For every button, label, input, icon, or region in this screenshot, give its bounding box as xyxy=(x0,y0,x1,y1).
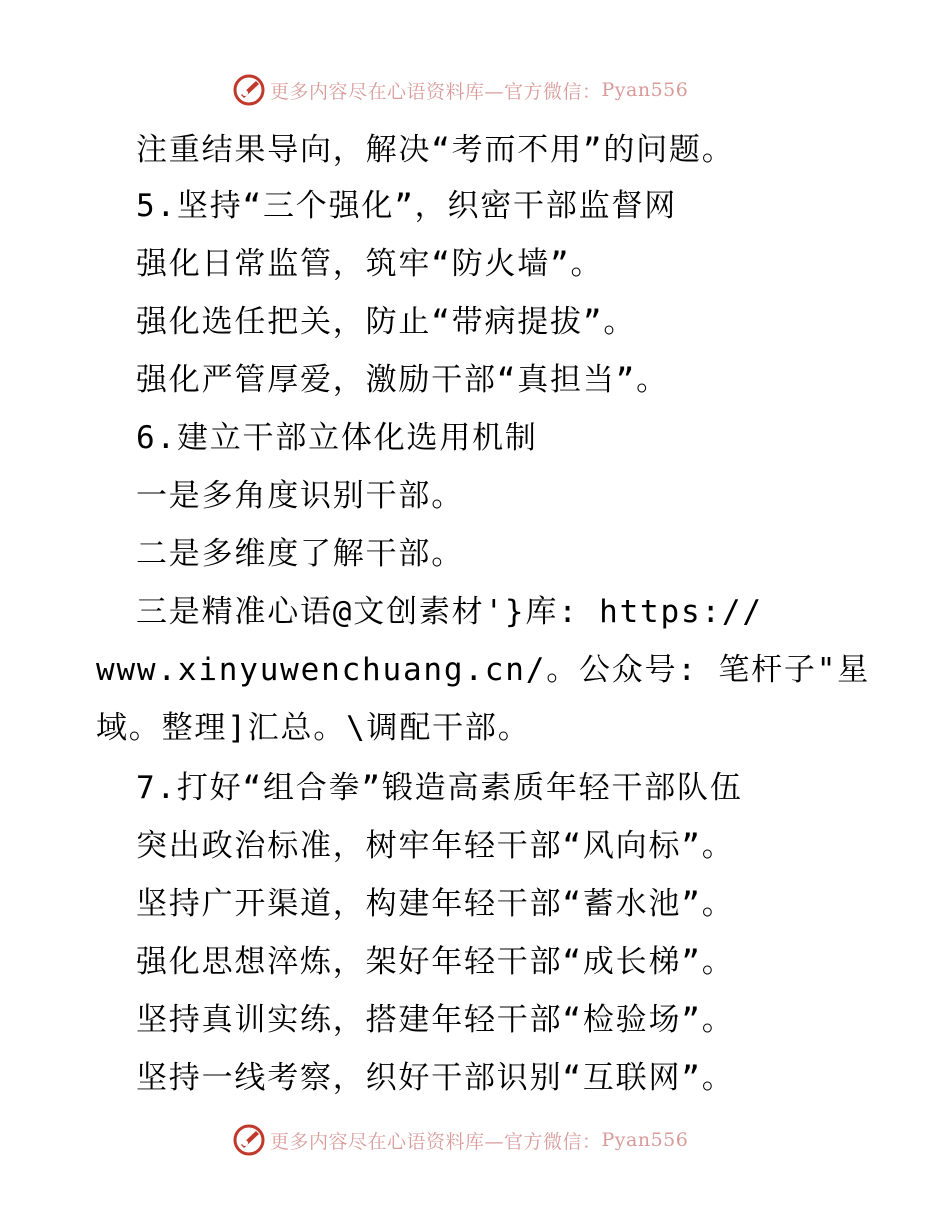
body-line: 注重结果导向，解决“考而不用”的问题。 xyxy=(136,132,735,168)
body-line: 强化日常监管，筑牢“防火墙”。 xyxy=(136,246,604,282)
section-heading-6: 6.建立干部立体化选用机制 xyxy=(136,420,538,456)
body-line: 域。整理]汇总。\调配干部。 xyxy=(96,710,531,746)
body-line: 强化思想淬炼，架好年轻干部“成长梯”。 xyxy=(136,944,735,980)
header-watermark-text: 更多内容尽在心语资料库—官方微信： xyxy=(270,80,602,103)
body-line: www.xinyuwenchuang.cn/。公众号: 笔杆子"星 xyxy=(96,652,870,688)
body-line: 坚持一线考察，织好干部识别“互联网”。 xyxy=(136,1060,735,1096)
header-watermark-handle: Pyan556 xyxy=(601,79,689,101)
body-line: 强化选任把关，防止“带病提拔”。 xyxy=(136,304,637,340)
header-watermark-banner xyxy=(232,72,688,108)
body-line: 坚持广开渠道，构建年轻干部“蓄水池”。 xyxy=(136,886,735,922)
body-line: 强化严管厚爱，激励干部“真担当”。 xyxy=(136,362,669,398)
body-line: 突出政治标准，树牢年轻干部“风向标”。 xyxy=(136,828,735,864)
footer-watermark-banner xyxy=(232,1122,688,1158)
footer-watermark-handle: Pyan556 xyxy=(601,1129,689,1151)
section-heading-5: 5.坚持“三个强化”，织密干部监督网 xyxy=(136,188,678,224)
xinyu-logo-icon xyxy=(232,1123,266,1157)
body-line: 一是多角度识别干部。 xyxy=(136,478,464,514)
body-line: 二是多维度了解干部。 xyxy=(136,536,464,572)
footer-watermark-text: 更多内容尽在心语资料库—官方微信： xyxy=(270,1130,602,1153)
body-line: 坚持真训实练，搭建年轻干部“检验场”。 xyxy=(136,1002,735,1038)
section-heading-7: 7.打好“组合拳”锻造高素质年轻干部队伍 xyxy=(136,770,743,806)
xinyu-logo-icon xyxy=(232,73,266,107)
body-line: 三是精准心语@文创素材'}库: https:// xyxy=(136,594,763,630)
